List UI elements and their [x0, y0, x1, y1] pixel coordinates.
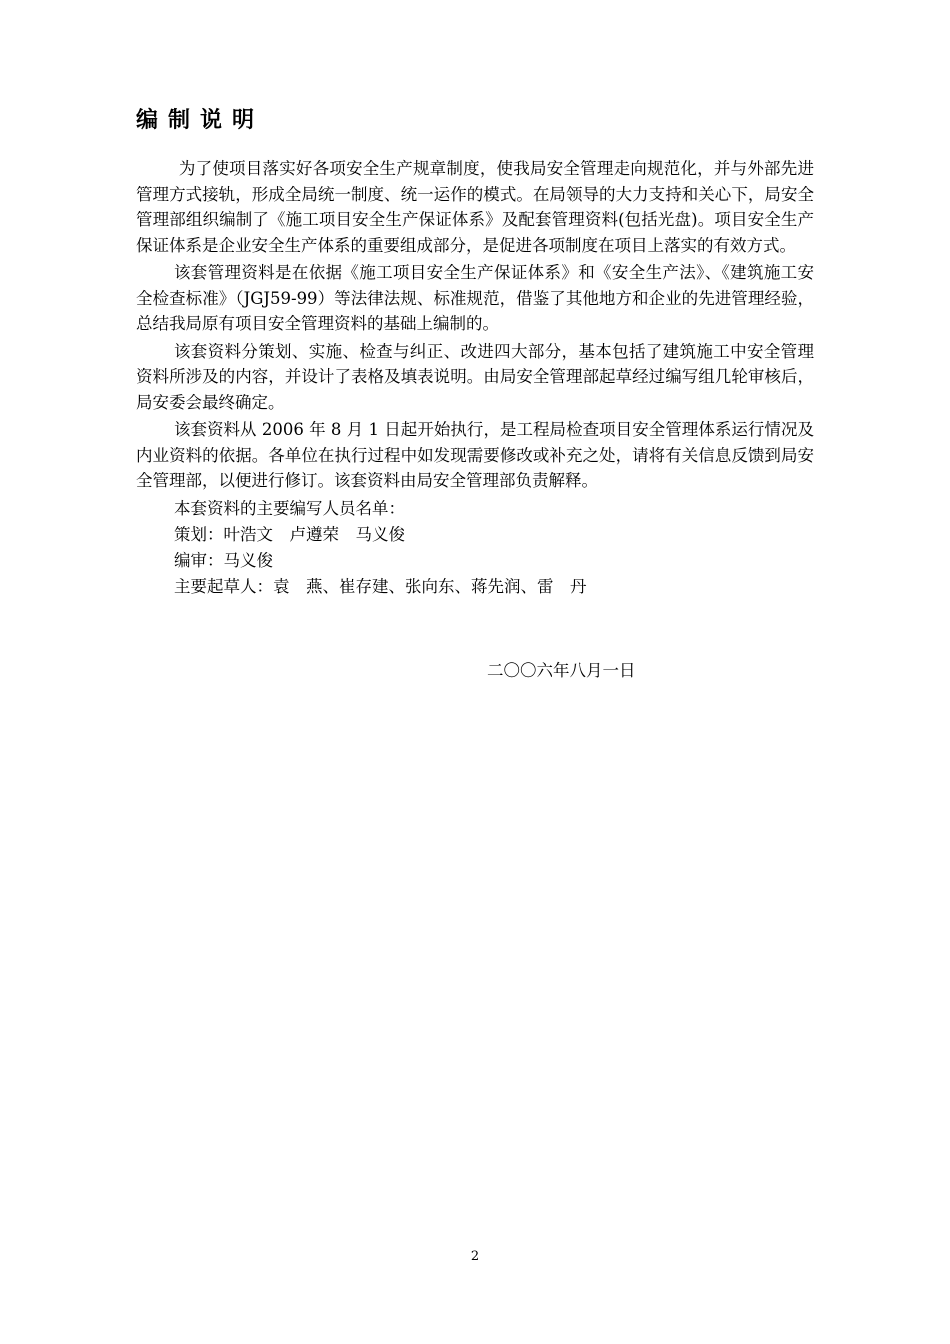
- page-number: 2: [470, 1249, 480, 1264]
- staff-list-intro: 本套资料的主要编写人员名单：: [174, 498, 405, 518]
- document-date: 二〇〇六年八月一日: [487, 661, 636, 680]
- paragraph-basis: 该套管理资料是在依据《施工项目安全生产保证体系》和《安全生产法》、《建筑施工安全检查标准》（JGJ59-99）等法律法规、标准规范，借鉴了其他地方和企业的先进管理经验，总结我局原有项目安全管理资料的基础上编制的。: [136, 263, 814, 333]
- staff-drafters: 主要起草人：袁 燕、崔存建、张向东、蒋先润、雷 丹: [174, 576, 587, 596]
- paragraph-purpose: 为了使项目落实好各项安全生产规章制度，使我局安全管理走向规范化，并与外部先进管理方式接轨，形成全局统一制度、统一运作的模式。在局领导的大力支持和关心下，局安全管理部组织编制了《施工项目安全生产保证体系》及配套管理资料(包括光盘)。项目安全生产保证体系是企业安全生产体系的重要组成部分，是促进各项制度在项目上落实的有效方式。: [136, 159, 814, 255]
- staff-planning: 策划：叶浩文 卢遵荣 马义俊: [174, 524, 405, 544]
- paragraph-effective-date: 该套资料从 2006 年 8 月 1 日起开始执行，是工程局检查项目安全管理体系运行情况及内业资料的依据。各单位在执行过程中如发现需要修改或补充之处，请将有关信息反馈到局安全管理部，以便进行修订。该套资料由局安全管理部负责解释。: [136, 420, 814, 490]
- page-title: 编制说明: [136, 108, 265, 133]
- paragraph-structure: 该套资料分策划、实施、检查与纠正、改进四大部分，基本包括了建筑施工中安全管理资料所涉及的内容，并设计了表格及填表说明。由局安全管理部起草经过编写组几轮审核后，局安委会最终确定。: [136, 341, 814, 412]
- document-body: [136, 156, 814, 600]
- staff-review: 编审：马义俊: [174, 550, 273, 570]
